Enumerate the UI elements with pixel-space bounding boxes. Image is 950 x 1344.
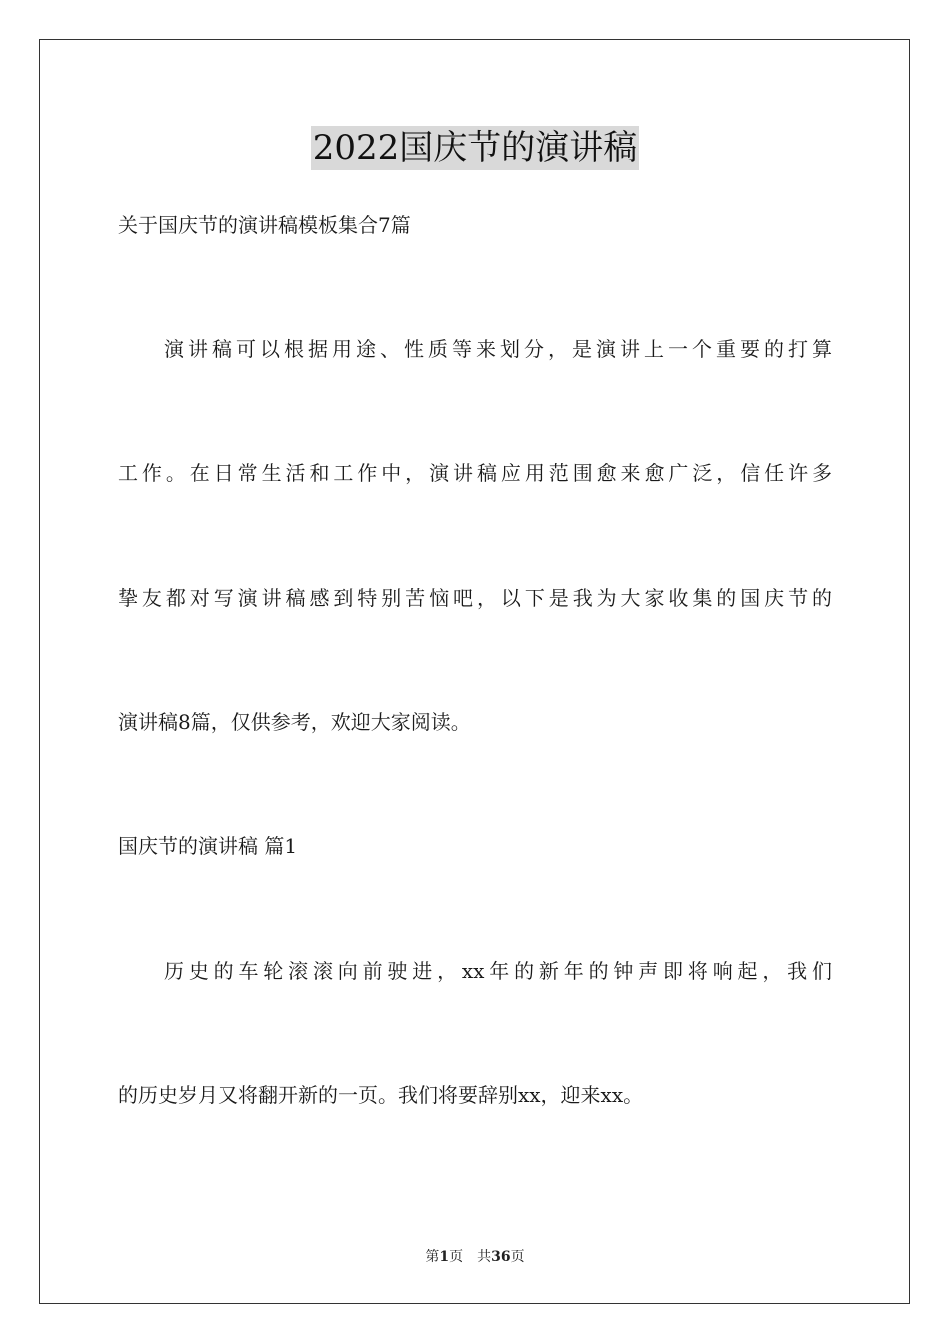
intro-line-3: 挚友都对写演讲稿感到特别苦恼吧，以下是我为大家收集的国庆节的 [118,586,832,610]
footer-page-prefix: 第 [425,1249,440,1265]
page-footer [0,1247,950,1267]
footer-total-prefix: 共 [477,1249,492,1265]
title-container [0,126,950,170]
section-line-2: 的历史岁月又将翻开新的一页。我们将要辞别xx，迎来xx。 [118,1083,644,1107]
footer-page-total: 36 [491,1249,511,1265]
intro-line-1: 演讲稿可以根据用途、性质等来划分，是演讲上一个重要的打算 [164,337,832,361]
document-title: 2022国庆节的演讲稿 [312,128,638,168]
document-subtitle: 关于国庆节的演讲稿模板集合7篇 [118,213,411,237]
footer-total-suffix: 页 [510,1249,525,1265]
section-heading: 国庆节的演讲稿 篇1 [118,834,298,858]
intro-line-4: 演讲稿8篇，仅供参考，欢迎大家阅读。 [118,710,471,734]
footer-page-current: 1 [439,1249,450,1265]
section-line-1: 历史的车轮滚滚向前驶进，xx年的新年的钟声即将响起，我们 [164,959,832,983]
intro-line-2: 工作。在日常生活和工作中，演讲稿应用范围愈来愈广泛，信任许多 [118,461,832,485]
footer-page-suffix: 页 [449,1249,464,1265]
